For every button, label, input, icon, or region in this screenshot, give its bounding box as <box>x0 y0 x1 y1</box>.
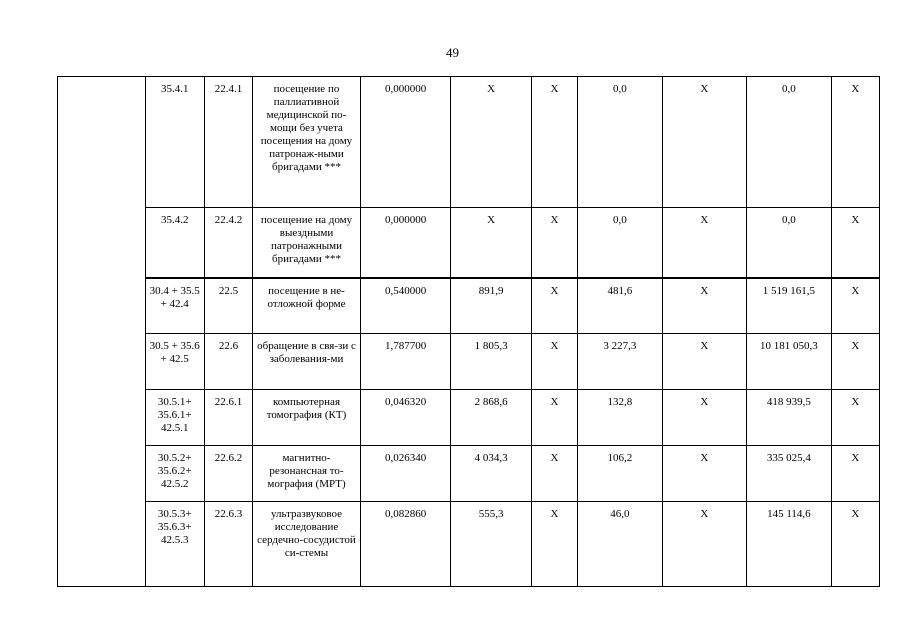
value-cell: Х <box>531 390 577 446</box>
ratio-cell: 0,026340 <box>360 446 451 502</box>
value-cell: 46,0 <box>578 502 663 587</box>
value-cell: 335 025,4 <box>747 446 832 502</box>
value-cell: 1 519 161,5 <box>747 278 832 334</box>
value-cell: 0,0 <box>578 208 663 278</box>
value-cell: Х <box>662 446 747 502</box>
description-cell: ультразвуковое исследование сердечно-сосудистой си-стемы <box>253 502 361 587</box>
ratio-cell: 0,000000 <box>360 208 451 278</box>
ratio-cell: 1,787700 <box>360 334 451 390</box>
value-cell: Х <box>831 77 879 208</box>
ratio-cell: 0,082860 <box>360 502 451 587</box>
value-cell: Х <box>831 334 879 390</box>
ratio-cell: 0,046320 <box>360 390 451 446</box>
row-code-cell: 30.5.2+ 35.6.2+ 42.5.2 <box>145 446 204 502</box>
table-row <box>58 390 880 446</box>
table-row <box>58 208 880 278</box>
description-cell: обращение в свя-зи с заболевания-ми <box>253 334 361 390</box>
table-row <box>58 502 880 587</box>
sub-code-cell: 22.4.2 <box>204 208 252 278</box>
value-cell: Х <box>662 502 747 587</box>
value-cell: 2 868,6 <box>451 390 531 446</box>
value-cell: Х <box>531 278 577 334</box>
row-code-cell: 35.4.2 <box>145 208 204 278</box>
value-cell: 891,9 <box>451 278 531 334</box>
value-cell: Х <box>662 278 747 334</box>
row-code-cell: 35.4.1 <box>145 77 204 208</box>
value-cell: 106,2 <box>578 446 663 502</box>
value-cell: 0,0 <box>578 77 663 208</box>
sub-code-cell: 22.5 <box>204 278 252 334</box>
value-cell: 0,0 <box>747 208 832 278</box>
row-code-cell: 30.5 + 35.6 + 42.5 <box>145 334 204 390</box>
value-cell: Х <box>531 208 577 278</box>
value-cell: Х <box>451 77 531 208</box>
sub-code-cell: 22.6.3 <box>204 502 252 587</box>
row-code-cell: 30.5.3+ 35.6.3+ 42.5.3 <box>145 502 204 587</box>
value-cell: Х <box>531 334 577 390</box>
merged-first-column-cell <box>58 77 146 587</box>
ratio-cell: 0,000000 <box>360 77 451 208</box>
value-cell: Х <box>831 446 879 502</box>
value-cell: Х <box>662 334 747 390</box>
value-cell: 3 227,3 <box>578 334 663 390</box>
value-cell: 0,0 <box>747 77 832 208</box>
value-cell: 418 939,5 <box>747 390 832 446</box>
value-cell: Х <box>662 390 747 446</box>
table-row <box>58 278 880 334</box>
description-cell: посещение на дому выездными патронажными бригадами *** <box>253 208 361 278</box>
row-code-cell: 30.4 + 35.5 + 42.4 <box>145 278 204 334</box>
value-cell: Х <box>831 502 879 587</box>
value-cell: Х <box>831 208 879 278</box>
value-cell: 555,3 <box>451 502 531 587</box>
value-cell: Х <box>662 77 747 208</box>
sub-code-cell: 22.4.1 <box>204 77 252 208</box>
value-cell: 145 114,6 <box>747 502 832 587</box>
description-cell: магнитно-резонансная то-мография (МРТ) <box>253 446 361 502</box>
row-code-cell: 30.5.1+ 35.6.1+ 42.5.1 <box>145 390 204 446</box>
ratio-cell: 0,540000 <box>360 278 451 334</box>
table-row <box>58 77 880 208</box>
page-number: 49 <box>446 45 459 60</box>
value-cell: 1 805,3 <box>451 334 531 390</box>
description-cell: посещение в не-отложной форме <box>253 278 361 334</box>
data-table <box>57 76 880 587</box>
sub-code-cell: 22.6 <box>204 334 252 390</box>
value-cell: Х <box>531 77 577 208</box>
description-cell: компьютерная томография (КТ) <box>253 390 361 446</box>
value-cell: Х <box>831 390 879 446</box>
description-cell: посещение по паллиативной медицинской по-мощи без учета посещения на дому патронаж-ными бригадами *** <box>253 77 361 208</box>
sub-code-cell: 22.6.2 <box>204 446 252 502</box>
value-cell: Х <box>662 208 747 278</box>
value-cell: 132,8 <box>578 390 663 446</box>
value-cell: Х <box>531 446 577 502</box>
value-cell: Х <box>451 208 531 278</box>
table-row <box>58 334 880 390</box>
value-cell: Х <box>831 278 879 334</box>
table-row <box>58 446 880 502</box>
value-cell: 10 181 050,3 <box>747 334 832 390</box>
value-cell: 481,6 <box>578 278 663 334</box>
value-cell: 4 034,3 <box>451 446 531 502</box>
sub-code-cell: 22.6.1 <box>204 390 252 446</box>
value-cell: Х <box>531 502 577 587</box>
